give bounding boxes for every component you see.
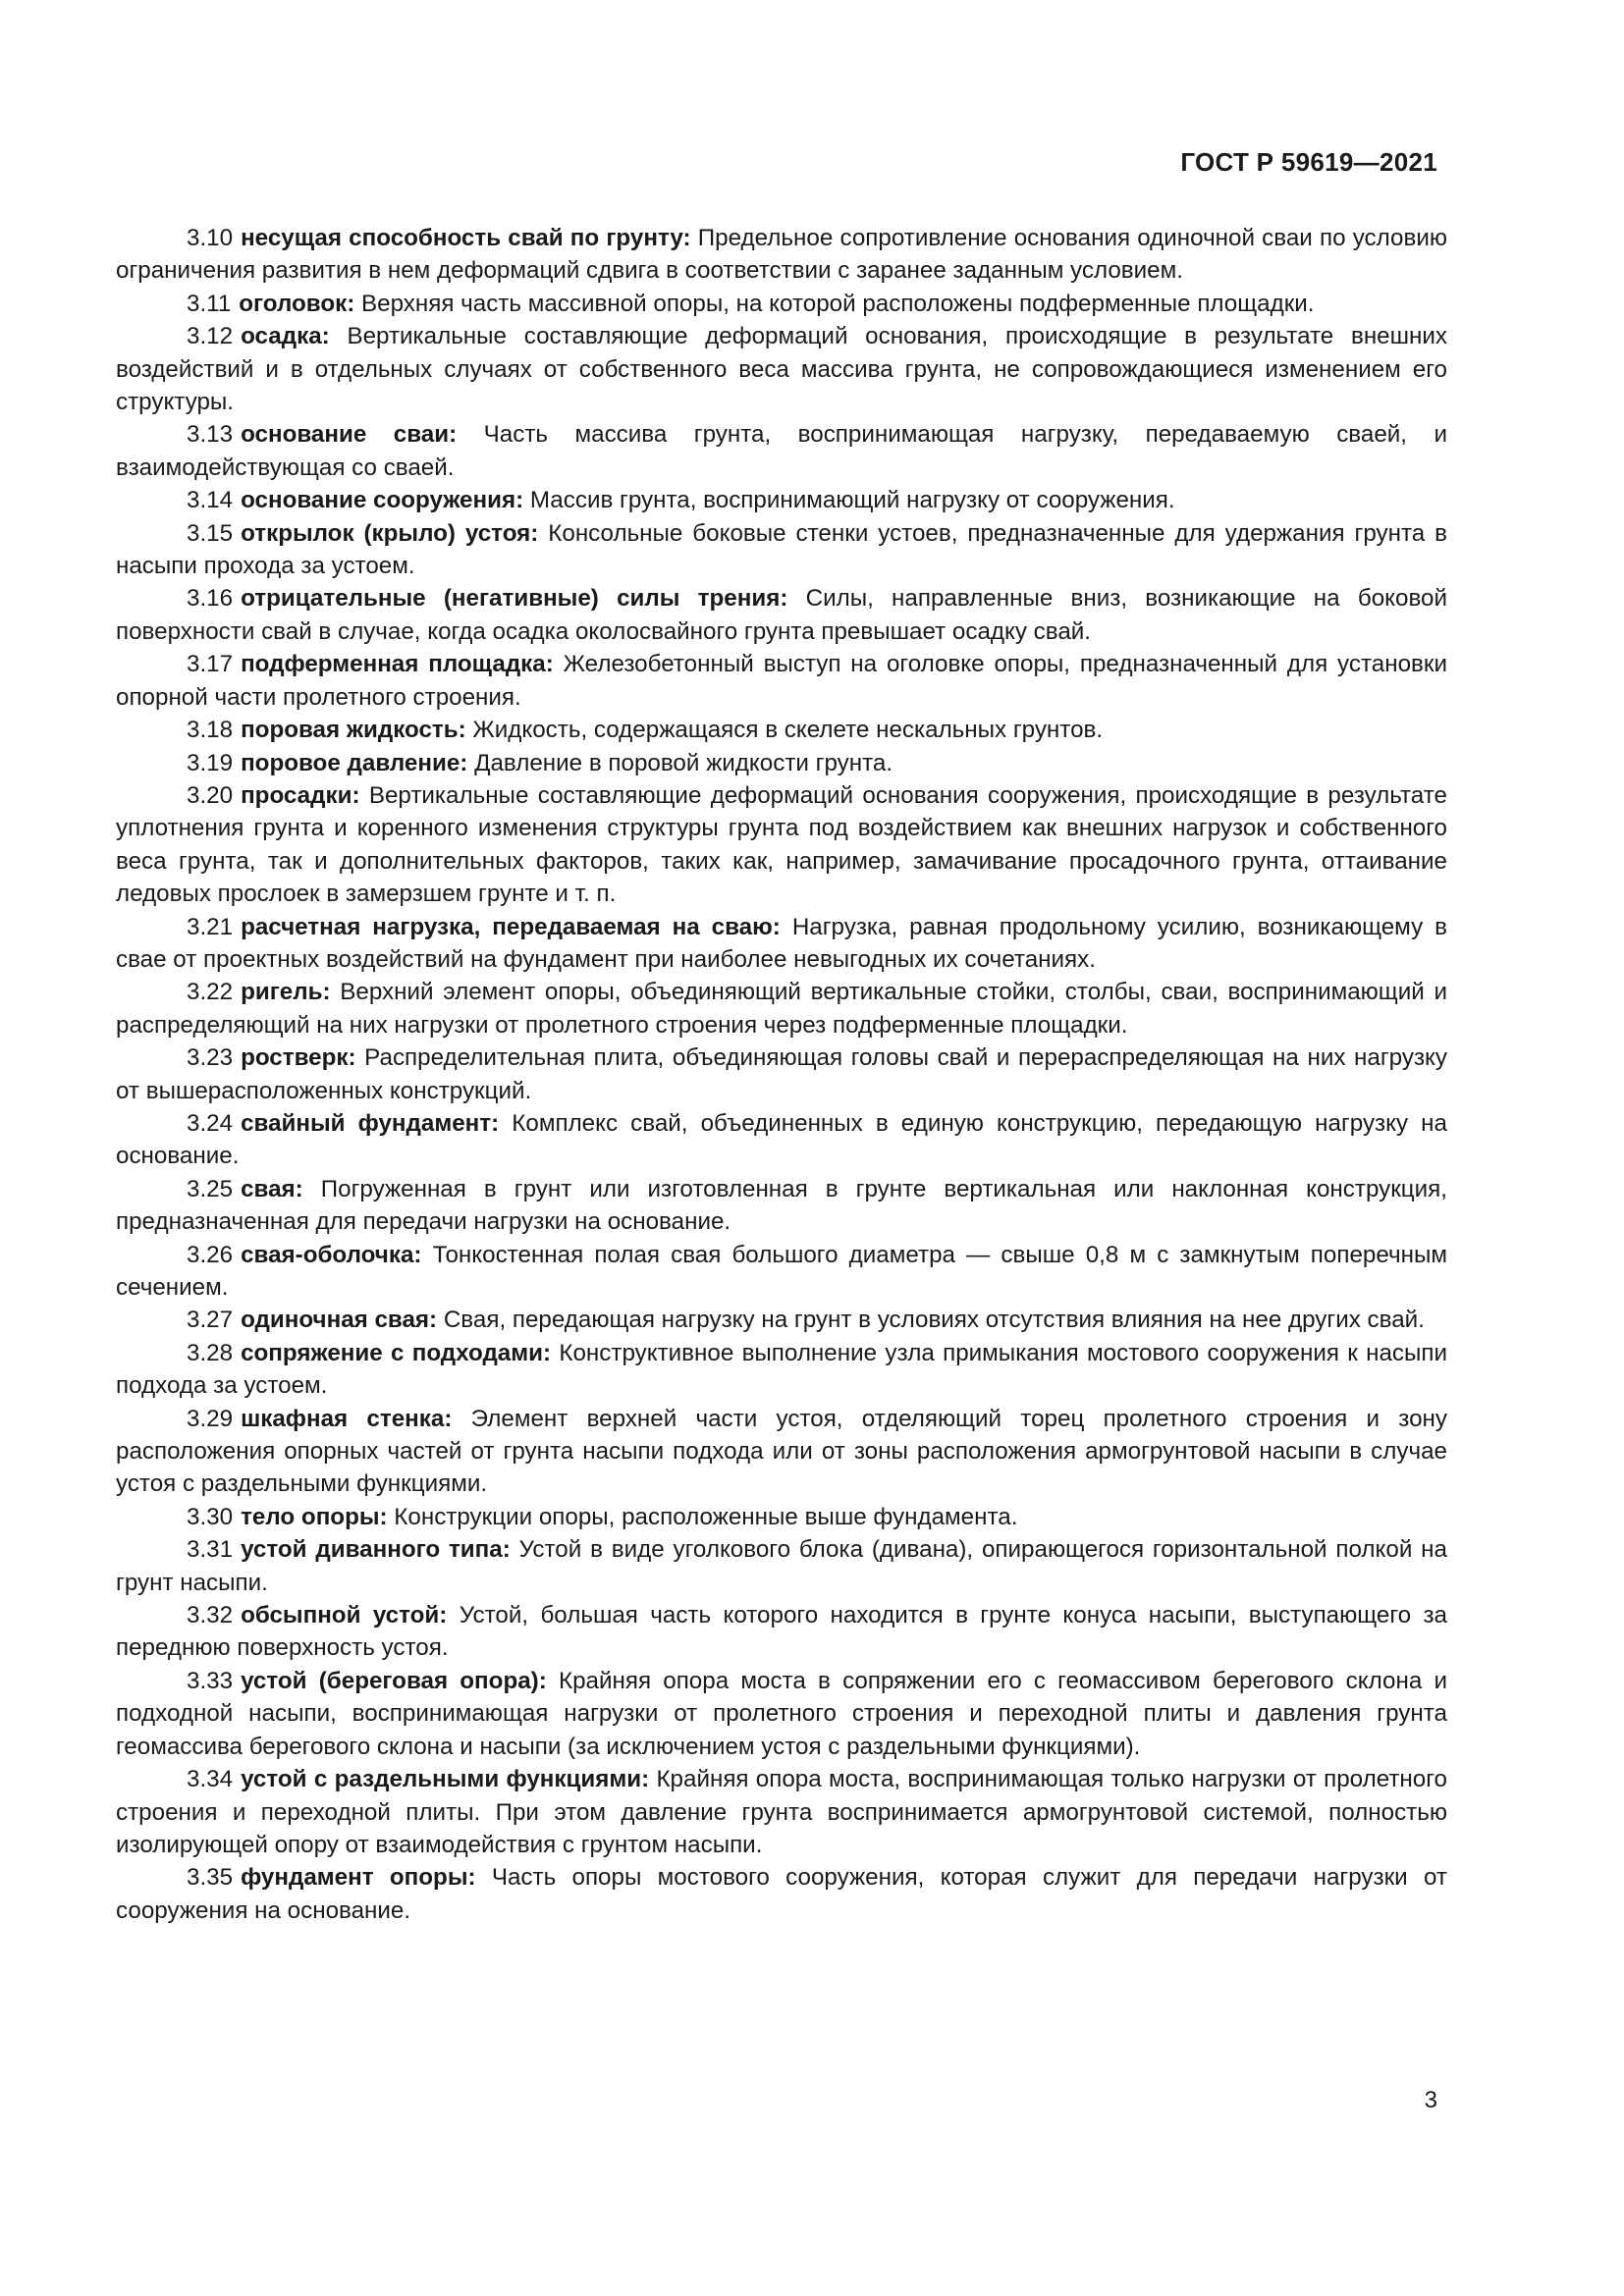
entry-definition: Предельное сопротивление основания одиночной сваи по условию ограничения развития в нем деформаций сдвига в соответствии с заранее заданным условием. [116,225,1447,285]
entry-definition: Свая, передающая нагрузку на грунт в условиях отсутствия влияния на нее других свай. [443,1307,1425,1334]
entry-definition: Крайняя опора моста в сопряжении его с геомассивом берегового склона и подходной насыпи, воспринимающая нагрузки от пролетного строения и переходной плиты и давления грунта геомассива берегового склона и насыпи (за исключением устоя с раздельными функциями). [116,1667,1447,1760]
definition-entry [116,1665,1447,1763]
document-code: ГОСТ Р 59619—2021 [1180,147,1437,177]
entry-term: свайный фундамент: [241,1109,500,1137]
entry-term: шкафная стенка: [241,1405,453,1432]
definition-entry [116,1763,1447,1861]
entry-term: фундамент опоры: [241,1864,476,1892]
definition-entry [116,714,1447,746]
entry-number: 3.22 [187,979,234,1006]
definition-entry [116,1403,1447,1501]
entry-definition: Жидкость, содержащаяся в скелете нескальных грунтов. [472,717,1104,744]
definition-entry [116,1239,1447,1305]
entry-definition: Устой в виде уголкового блока (дивана), опирающегося горизонтальной полкой на грунт насыпи. [116,1536,1447,1596]
entry-number: 3.28 [187,1339,234,1366]
entry-term: сопряжение с подходами: [241,1339,552,1366]
entry-term: поровая жидкость: [241,717,466,744]
entry-definition: Вертикальные составляющие деформаций основания сооружения, происходящие в результате уплотнения грунта и коренного изменения структуры грунта под воздействием как внешних нагрузок и собственного веса грунта, так и дополнительных факторов, таких как, например, замачивание просадочного грунта, оттаивание ледовых прослоек в замерзшем грунте и т. п. [116,781,1447,908]
entry-number: 3.14 [187,487,234,514]
entry-definition: Массив грунта, воспринимающий нагрузку от сооружения. [529,487,1175,514]
entry-term: тело опоры: [241,1503,388,1530]
entry-number: 3.13 [187,421,234,449]
definition-entry [116,582,1447,648]
entry-term: устой с раздельными функциями: [241,1766,650,1793]
entry-number: 3.18 [187,717,234,744]
entry-number: 3.35 [187,1864,234,1892]
definition-entry [116,320,1447,418]
page-number: 3 [1424,2087,1437,2113]
entry-number: 3.29 [187,1405,234,1432]
definition-entry [116,976,1447,1041]
definition-entry [116,779,1447,911]
entry-term: открылок (крыло) устоя: [241,519,539,547]
entry-definition: Железобетонный выступ на оголовке опоры, предназначенный для установки опорной части пролетного строения. [116,651,1447,711]
definition-entry [116,222,1447,288]
entry-definition: Распределительная плита, объединяющая головы свай и перераспределяющая на них нагрузку от вышерасположенных конструкций. [116,1044,1447,1104]
entry-definition: Тонкостенная полая свая большого диаметра — свыше 0,8 м с замкнутым поперечным сечением. [116,1241,1447,1301]
entry-term: обсыпной устой: [241,1602,448,1629]
entry-number: 3.23 [187,1044,234,1072]
definition-entry [116,1337,1447,1403]
definition-entry [116,1501,1447,1533]
entry-number: 3.34 [187,1766,234,1793]
entry-term: просадки: [241,781,360,809]
entry-term: одиночная свая: [241,1307,438,1334]
entry-definition: Верхний элемент опоры, объединяющий вертикальные стойки, столбы, сваи, воспринимающий и распределяющий на них нагрузки от пролетного строения через подферменные площадки. [116,979,1447,1039]
definition-entry [116,648,1447,714]
entry-definition: Часть массива грунта, воспринимающая нагрузку, передаваемую сваей, и взаимодействующая со сваей. [116,421,1447,481]
definition-entry [116,1041,1447,1107]
entry-number: 3.26 [187,1241,234,1268]
entry-term: оголовок: [239,290,355,317]
entry-definition: Элемент верхней части устоя, отделяющий торец пролетного строения и зону расположения опорных частей от грунта насыпи подхода или от зоны расположения армогрунтовой насыпи в случае устоя с раздельными функциями. [116,1405,1447,1498]
entry-number: 3.21 [187,913,234,940]
entry-number: 3.25 [187,1175,234,1202]
definition-entry [116,1173,1447,1239]
entry-definition: Давление в поровой жидкости грунта. [474,749,893,776]
entry-number: 3.32 [187,1602,234,1629]
entry-definition: Вертикальные составляющие деформаций основания, происходящие в результате внешних воздействий и в отдельных случаях от собственного веса массива грунта, не сопровождающиеся изменением его структуры. [116,323,1447,416]
definition-entry [116,418,1447,484]
entry-definition: Часть опоры мостового сооружения, которая служит для передачи нагрузки от сооружения на основание. [116,1864,1447,1924]
entry-term: поровое давление: [241,749,468,776]
entry-number: 3.19 [187,749,234,776]
entry-term: свая: [241,1175,303,1202]
entry-term: устой (береговая опора): [241,1667,547,1694]
entry-term: отрицательные (негативные) силы трения: [241,585,788,613]
entry-term: ростверк: [241,1044,356,1072]
entry-term: несущая способность свай по грунту: [241,225,691,251]
definition-entry [116,911,1447,977]
definition-entry [116,1533,1447,1599]
definition-entry [116,288,1447,320]
entry-number: 3.15 [187,519,234,547]
entry-term: расчетная нагрузка, передаваемая на сваю: [241,913,781,940]
definitions-list [116,222,1447,1927]
entry-definition: Крайняя опора моста, воспринимающая только нагрузки от пролетного строения и переходной плиты. При этом давление грунта воспринимается армогрунтовой системой, полностью изолирующей опору от взаимодействия с грунтом насыпи. [116,1766,1447,1858]
definition-entry [116,1304,1447,1336]
entry-definition: Устой, большая часть которого находится в грунте конуса насыпи, выступающего за переднюю поверхность устоя. [116,1602,1447,1662]
entry-definition: Верхняя часть массивной опоры, на которой расположены подферменные площадки. [361,290,1315,317]
definition-entry [116,517,1447,583]
entry-number: 3.11 [187,290,232,317]
entry-number: 3.20 [187,781,234,809]
entry-definition: Комплекс свай, объединенных в единую конструкцию, передающую нагрузку на основание. [116,1109,1447,1170]
entry-definition: Конструкции опоры, расположенные выше фундамента. [394,1503,1018,1530]
entry-definition: Погруженная в грунт или изготовленная в грунте вертикальная или наклонная конструкция, предназначенная для передачи нагрузки на основание. [116,1175,1447,1236]
entry-definition: Силы, направленные вниз, возникающие на боковой поверхности свай в случае, когда осадка околосвайного грунта превышает осадку свай. [116,585,1447,645]
entry-number: 3.10 [187,225,234,251]
entry-number: 3.17 [187,651,234,678]
entry-term: свая-оболочка: [241,1241,422,1268]
entry-number: 3.31 [187,1536,234,1564]
entry-number: 3.16 [187,585,234,613]
entry-number: 3.24 [187,1109,234,1137]
entry-term: устой диванного типа: [241,1536,511,1564]
definition-entry [116,1599,1447,1665]
entry-term: подферменная площадка: [241,651,554,678]
entry-term: осадка: [241,323,330,350]
entry-definition: Конструктивное выполнение узла примыкания мостового сооружения к насыпи подхода за устоем. [116,1339,1447,1400]
entry-number: 3.30 [187,1503,234,1530]
entry-definition: Консольные боковые стенки устоев, предназначенные для удержания грунта в насыпи прохода за устоем. [116,519,1447,580]
entry-term: ригель: [241,979,331,1006]
entry-definition: Нагрузка, равная продольному усилию, возникающему в свае от проектных воздействий на фундамент при наиболее невыгодных их сочетаниях. [116,913,1447,973]
entry-number: 3.33 [187,1667,234,1694]
definition-entry [116,484,1447,516]
definition-entry [116,1861,1447,1927]
entry-term: основание сооружения: [241,487,524,514]
definition-entry [116,1107,1447,1173]
entry-number: 3.27 [187,1307,234,1334]
entry-term: основание сваи: [241,421,458,449]
definition-entry [116,747,1447,779]
entry-number: 3.12 [187,323,234,350]
